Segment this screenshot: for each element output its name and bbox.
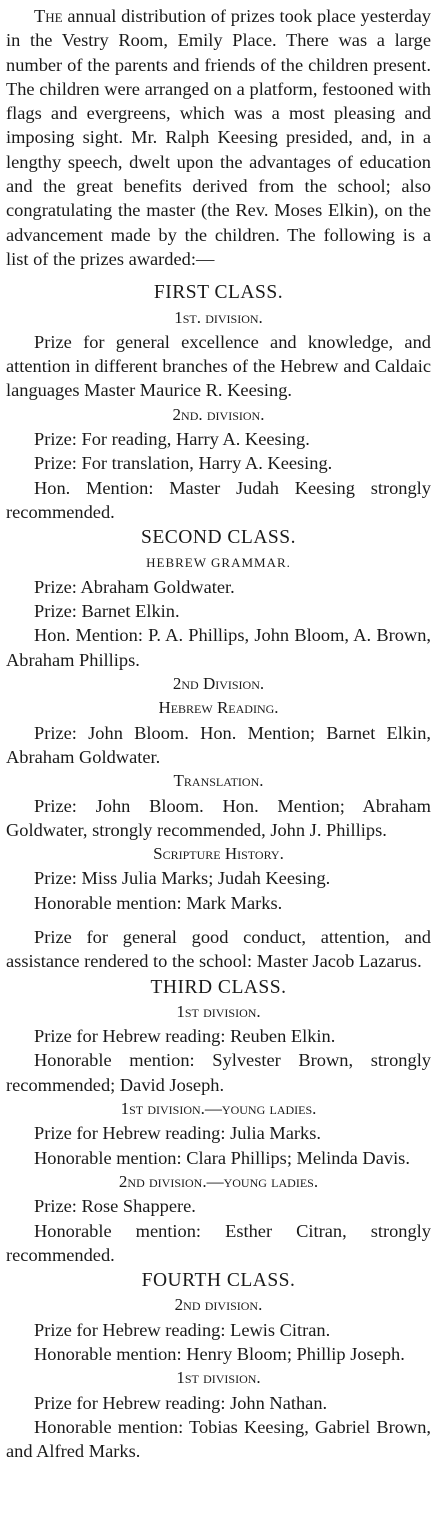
third-class-div1-hon-mention: Honorable mention: Sylvester Brown, strongly recommended; David Joseph. <box>6 1050 431 1095</box>
fourth-class-div1-prize: Prize for Hebrew reading: John Nathan. <box>34 1392 328 1413</box>
fourth-class-div2-hon-mention: Honorable mention: Henry Bloom; Phillip Joseph. <box>34 1344 405 1365</box>
fourth-class-div2-prize: Prize for Hebrew reading: Lewis Citran. <box>34 1319 331 1340</box>
second-class-heading: SECOND CLASS. <box>141 527 296 549</box>
second-class-scripture-heading: Scripture History. <box>153 844 284 864</box>
third-class-div1-ladies-prize: Prize for Hebrew reading: Julia Marks. <box>34 1123 322 1144</box>
second-class-translation-heading: Translation. <box>173 771 264 791</box>
fourth-class-heading: FOURTH CLASS. <box>141 1270 296 1292</box>
second-class-conduct-prize: Prize for general good conduct, attention, and assistance rendered to the school: Master Jacob Lazarus. <box>6 926 431 972</box>
third-class-div1-heading: 1st division. <box>176 1001 261 1021</box>
first-class-div2-prize-translation: Prize: For translation, Harry A. Keesing. <box>34 453 333 474</box>
third-class-div2-ladies-hon-mention: Honorable mention: Esther Citran, strongly recommended. <box>6 1220 431 1265</box>
second-class-reading-prize: Prize: John Bloom. Hon. Mention; Barnet Elkin, Abraham Goldwater. <box>6 722 431 767</box>
fourth-class-div1-hon-mention: Honorable mention: Tobias Keesing, Gabriel Brown, and Alfred Marks. <box>6 1416 431 1462</box>
third-class-div2-ladies-heading: 2nd division.—young ladies. <box>118 1171 319 1191</box>
first-class-div2-hon-mention: Hon. Mention: Master Judah Keesing strongly recommended. <box>6 477 431 522</box>
second-class-grammar-prize-2: Prize: Barnet Elkin. <box>34 601 180 622</box>
second-class-grammar-hon-mention: Hon. Mention: P. A. Phillips, John Bloom, A. Brown, Abraham Phillips. <box>6 625 431 670</box>
third-class-div1-prize: Prize for Hebrew reading: Reuben Elkin. <box>34 1026 336 1047</box>
second-class-div2-heading: 2nd Division. <box>172 674 265 694</box>
fourth-class-div2-heading: 2nd division. <box>174 1295 263 1315</box>
first-class-heading: FIRST CLASS. <box>153 282 284 304</box>
second-class-grammar-prize-1: Prize: Abraham Goldwater. <box>34 576 235 597</box>
second-class-grammar-heading: HEBREW GRAMMAR. <box>146 554 291 570</box>
third-class-div2-ladies-prize: Prize: Rose Shappere. <box>34 1196 196 1217</box>
intro-text: annual distribution of prizes took place yesterday in the Vestry Room, Emily Place. There was a large number of the parents and friends of the children present. The children were arranged on a platform, festooned with flags and evergreens, which was a most pleasing and imposing sight. Mr. Ralph Keesing presided, and, in a lengthy speech, dwelt upon the advantages of education and the great benefits derived from the school; also congratulating the master (the Rev. Moses Elkin), on the advancement made by the children. The following is a list of the prizes awarded:— <box>6 6 431 269</box>
second-class-scripture-hon-mention: Honorable mention: Mark Marks. <box>34 892 283 913</box>
intro-paragraph <box>6 4 431 271</box>
second-class-translation-prize: Prize: John Bloom. Hon. Mention; Abraham Goldwater, strongly recommended, John J. Phillips. <box>6 795 431 840</box>
second-class-reading-heading: Hebrew Reading. <box>158 698 279 718</box>
third-class-div1-ladies-hon-mention: Honorable mention: Clara Phillips; Melinda Davis. <box>34 1147 410 1168</box>
third-class-heading: THIRD CLASS. <box>150 976 287 998</box>
first-class-div1-heading: 1st. division. <box>174 307 263 327</box>
third-class-div1-ladies-heading: 1st division.—young ladies. <box>120 1099 317 1119</box>
first-class-div1-prize: Prize for general excellence and knowledge, and attention in different branches of the Hebrew and Caldaic languages Master Maurice R. Keesing. <box>6 331 431 401</box>
first-class-div2-prize-reading: Prize: For reading, Harry A. Keesing. <box>34 429 310 450</box>
fourth-class-div1-heading: 1st division. <box>176 1368 261 1388</box>
first-class-div2-heading: 2nd. division. <box>172 404 265 424</box>
intro-lead-word: The <box>34 6 63 26</box>
second-class-scripture-prize: Prize: Miss Julia Marks; Judah Keesing. <box>34 868 331 889</box>
